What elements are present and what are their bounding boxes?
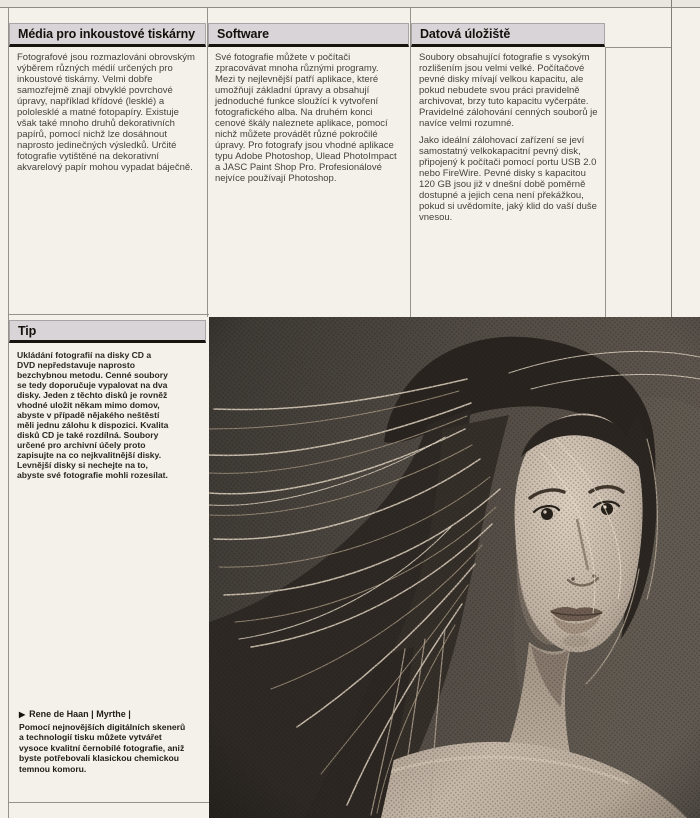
column-divider-2: [410, 8, 411, 317]
margin-header-rule: [606, 47, 671, 48]
storage-paragraph-1: Soubory obsahující fotografie s vysokým rozlišením jsou velmi velké. Počítačové pevné disky mívají velkou kapacitu, ale pokud nebudete svou práci pravidelně archivovat, brzy tuto kapacitu vyčerpáte. Pravidelné zálohování cenných souborů je navíce velmi rozumné.: [419, 52, 598, 129]
section-header-tip: [9, 320, 206, 343]
portrait-photo-illustration: [209, 317, 700, 818]
caption-credit: Rene de Haan | Myrthe |: [29, 709, 131, 719]
section-header-storage-label: Datová úložiště: [420, 27, 511, 41]
section-header-media: [9, 23, 206, 47]
software-paragraph: Své fotografie můžete v počítači zpracovávat mnoha různými programy. Mezi ty nejlevnější patří aplikace, které umožňují základní úpravy a obsahují jednoduché funkce sloužící k vytvoření fotografického alba. Na druhém konci cenové škály naleznete aplikace, pomocí nichž můžete provádět různé pokročilé úpravy. Pro fotografy jsou vhodné aplikace typu Adobe Photoshop, Ulead PhotoImpact a JASC Paint Shop Pro. Profesionálové nejvíce používají Photoshop.: [215, 52, 397, 184]
caption-credit-line: [19, 709, 187, 721]
media-paragraph: Fotografové jsou rozmazlováni obrovským výběrem různých médií určených pro inkoustové tiskárny. Velmi dobře samozřejmě znají obvyklé povrchové úpravy, například křídové (lesklé) a pololesklé a matné fotopapíry. Existuje však také mnoho druhů dekorativních papírů, pomocí nichž lze dosáhnout naprosto jedinečných výsledků. Určité fotografie vytištěné na dekorativní akvarelový papír mohou vypadat báječně.: [17, 52, 195, 173]
halftone-overlay: [209, 317, 700, 818]
page-top-rule: [0, 0, 700, 8]
storage-paragraph-2: Jako ideální zálohovací zařízení se jeví samostatný velkokapacitní pevný disk, připojený k počítači pomocí portu USB 2.0 nebo FireWire. Pevné disky s kapacitou 120 GB jsou již v dnešní době poměrně dostupné a jejich cena není překážkou, pokud si uvědomíte, jaký klid do vaší duše vnesou.: [419, 135, 597, 223]
column-divider-1: [207, 8, 208, 317]
section-header-tip-label: Tip: [18, 324, 37, 338]
media-column-text: [17, 52, 199, 179]
tip-section-top-rule: [8, 314, 209, 315]
section-header-software: [208, 23, 409, 47]
caption-text: Pomocí nejnovějších digitálních skenerů a technologií tisku můžete vytvářet vysoce kvalitní černobílé fotografie, aniž byste potřebovali klasickou chemickou temnou komoru.: [19, 721, 186, 774]
storage-column-text: [419, 52, 601, 229]
caption-bottom-rule: [8, 802, 209, 803]
right-margin-rule: [671, 0, 672, 317]
portrait-photo: [209, 317, 700, 818]
caption-arrow-icon: ▶: [19, 710, 26, 719]
software-column-text: [215, 52, 399, 190]
photo-caption: [19, 709, 187, 774]
tip-text: Ukládání fotografií na disky CD a DVD nepředstavuje naprosto bezchybnou metodu. Cenné soubory se tedy doporučuje vypalovat na dva disky. Jeden z těchto disků je rovněž vhodné uložit někam mimo domov, abyste v případě nějakého neštěstí měli jednu zálohu k dispozici. Kvalita disků CD je také rozdílná. Soubory určené pro archivní účely proto zapisujte na co nejkvalitnější disky. Levnější disky si nechejte na to, abyste své fotografie mohli rozesílat.: [17, 350, 169, 480]
left-margin-rule: [8, 8, 9, 818]
section-header-media-label: Média pro inkoustové tiskárny: [18, 27, 196, 41]
column-divider-3: [605, 47, 606, 317]
section-header-storage: [411, 23, 605, 47]
section-header-software-label: Software: [217, 27, 269, 41]
